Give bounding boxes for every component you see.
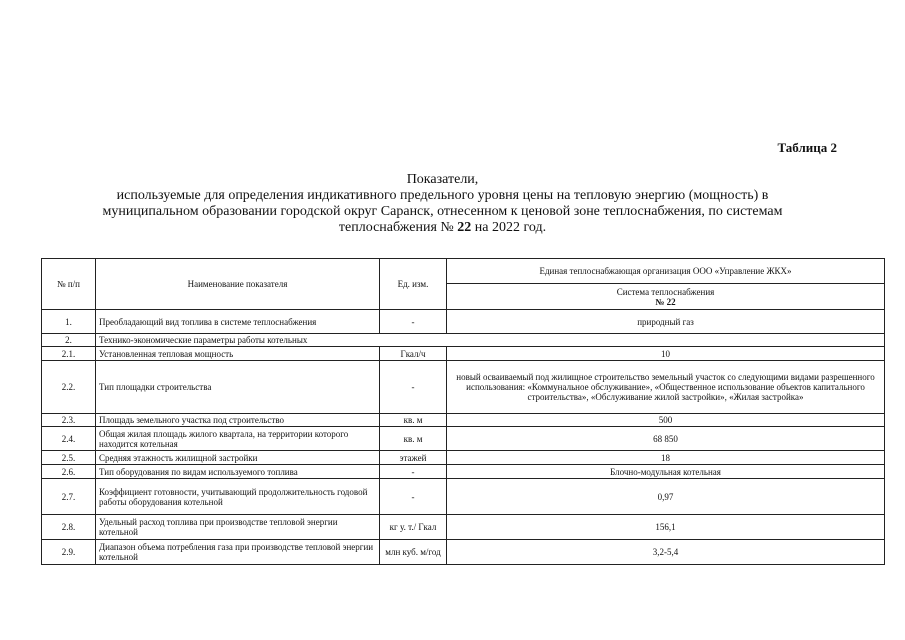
- row-name: Площадь земельного участка под строительство: [96, 414, 380, 427]
- row-name: Установленная тепловая мощность: [96, 347, 380, 361]
- row-value: 68 850: [447, 427, 885, 451]
- header-unit: Ед. изм.: [380, 259, 447, 310]
- table-row: [42, 414, 885, 427]
- row-unit: кг у. т./ Гкал: [380, 515, 447, 540]
- row-name: Удельный расход топлива при производстве тепловой энергии котельной: [96, 515, 380, 540]
- row-num: 2.3.: [42, 414, 96, 427]
- row-value: 500: [447, 414, 885, 427]
- heading-line-1: Показатели,: [406, 172, 479, 187]
- heading-line-4-pre: теплоснабжения №: [338, 220, 454, 235]
- row-name: Средняя этажность жилищной застройки: [96, 451, 380, 465]
- row-value: 3,2-5,4: [447, 540, 885, 565]
- row-value: новый осваиваемый под жилищное строительство земельный участок со следующими видами разрешенного использования: «Коммунальное обслуживание», «Общественное использование объектов капитального строительства», «Обслуживание жилой застройки», «Жилая застройка»: [447, 361, 885, 414]
- heading-line-4: [40, 220, 845, 236]
- table-label: Таблица 2: [777, 140, 837, 155]
- row-value: 18: [447, 451, 885, 465]
- row-unit: этажей: [380, 451, 447, 465]
- header-system-label: Система теплоснабжения: [616, 286, 715, 297]
- row-num: 2.4.: [42, 427, 96, 451]
- section-title: Технико-экономические параметры работы котельных: [96, 334, 885, 347]
- row-name: Тип оборудования по видам используемого топлива: [96, 465, 380, 479]
- row-unit: кв. м: [380, 414, 447, 427]
- table-row: [42, 515, 885, 540]
- table-row: [42, 540, 885, 565]
- system-number: 22: [457, 220, 472, 235]
- row-num: 2.5.: [42, 451, 96, 465]
- table-row: [42, 479, 885, 515]
- row-num: 2.9.: [42, 540, 96, 565]
- heading-line-4-post: на 2022 год.: [474, 220, 547, 235]
- row-unit: млн куб. м/год: [380, 540, 447, 565]
- table-row: [42, 347, 885, 361]
- header-name: Наименование показателя: [96, 259, 380, 310]
- indicators-table: [41, 258, 885, 565]
- row-value: 10: [447, 347, 885, 361]
- row-num: 2.8.: [42, 515, 96, 540]
- row-unit: -: [380, 479, 447, 515]
- row-value: природный газ: [447, 310, 885, 334]
- row-num: 2.: [42, 334, 96, 347]
- row-value: Блочно-модульная котельная: [447, 465, 885, 479]
- header-system: [447, 284, 885, 310]
- row-unit: -: [380, 361, 447, 414]
- header-num: № п/п: [42, 259, 96, 310]
- row-value: 0,97: [447, 479, 885, 515]
- row-num: 2.6.: [42, 465, 96, 479]
- table-row: [42, 427, 885, 451]
- header-org: Единая теплоснабжающая организация ООО «Управление ЖКХ»: [447, 259, 885, 284]
- row-name: Коэффициент готовности, учитывающий продолжительность годовой работы оборудования котельной: [96, 479, 380, 515]
- heading-line-2: используемые для определения индикативного предельного уровня цены на тепловую энергию (мощность) в: [116, 188, 769, 203]
- row-value: 156,1: [447, 515, 885, 540]
- row-unit: Гкал/ч: [380, 347, 447, 361]
- row-num: 2.7.: [42, 479, 96, 515]
- row-name: Диапазон объема потребления газа при производстве тепловой энергии котельной: [96, 540, 380, 565]
- row-unit: кв. м: [380, 427, 447, 451]
- row-num: 1.: [42, 310, 96, 334]
- table-row: [42, 310, 885, 334]
- row-unit: -: [380, 465, 447, 479]
- header-system-num: № 22: [655, 296, 676, 307]
- table-row: [42, 451, 885, 465]
- heading-line-3: муниципальном образовании городской округ Саранск, отнесенном к ценовой зоне теплоснабжения, по системам: [102, 204, 783, 219]
- document-heading: [40, 172, 845, 236]
- row-num: 2.2.: [42, 361, 96, 414]
- header-row: [42, 259, 885, 284]
- row-name: Тип площадки строительства: [96, 361, 380, 414]
- row-num: 2.1.: [42, 347, 96, 361]
- table-row: [42, 465, 885, 479]
- section-row: [42, 334, 885, 347]
- table-row: [42, 361, 885, 414]
- row-unit: -: [380, 310, 447, 334]
- row-name: Преобладающий вид топлива в системе теплоснабжения: [96, 310, 380, 334]
- row-name: Общая жилая площадь жилого квартала, на территории которого находится котельная: [96, 427, 380, 451]
